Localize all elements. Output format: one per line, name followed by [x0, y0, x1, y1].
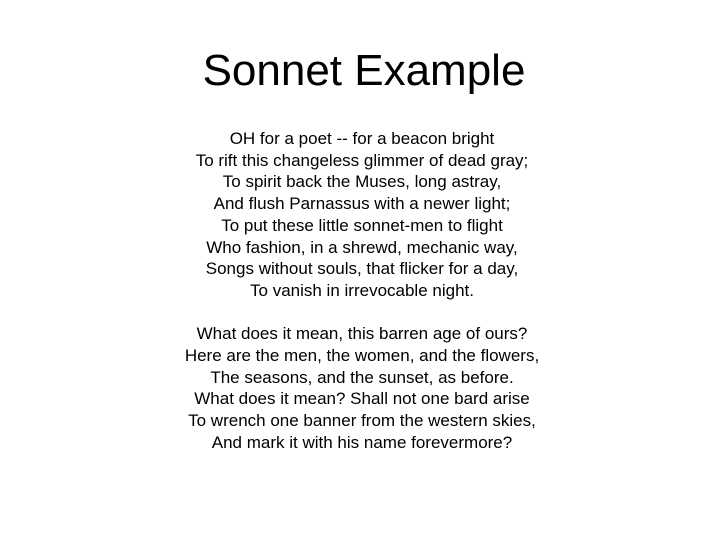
poem-line: Songs without souls, that flicker for a day,	[205, 259, 519, 279]
poem-line: And mark it with his name forevermore?	[211, 432, 513, 452]
poem-line: Here are the men, the women, and the flowers,	[184, 346, 540, 366]
poem-line: To wrench one banner from the western skies,	[188, 411, 536, 431]
poem-line: Who fashion, in a shrewd, mechanic way,	[206, 237, 518, 257]
poem-line: To vanish in irrevocable night.	[250, 280, 474, 300]
poem-line: To put these little sonnet-men to flight	[221, 215, 503, 235]
poem-line: And flush Parnassus with a newer light;	[213, 194, 511, 214]
poem-body	[0, 128, 724, 454]
stanza-octave	[0, 128, 724, 302]
poem-line: What does it mean, this barren age of ours?	[196, 324, 528, 344]
stanza-sestet	[0, 323, 724, 453]
poem-line: To spirit back the Muses, long astray,	[222, 172, 502, 192]
poem-line: The seasons, and the sunset, as before.	[210, 367, 514, 387]
poem-line: To rift this changeless glimmer of dead gray;	[195, 150, 529, 170]
slide-title: Sonnet Example	[202, 46, 526, 95]
poem-line: What does it mean? Shall not one bard arise	[194, 389, 530, 409]
poem-line: OH for a poet -- for a beacon bright	[229, 129, 495, 148]
